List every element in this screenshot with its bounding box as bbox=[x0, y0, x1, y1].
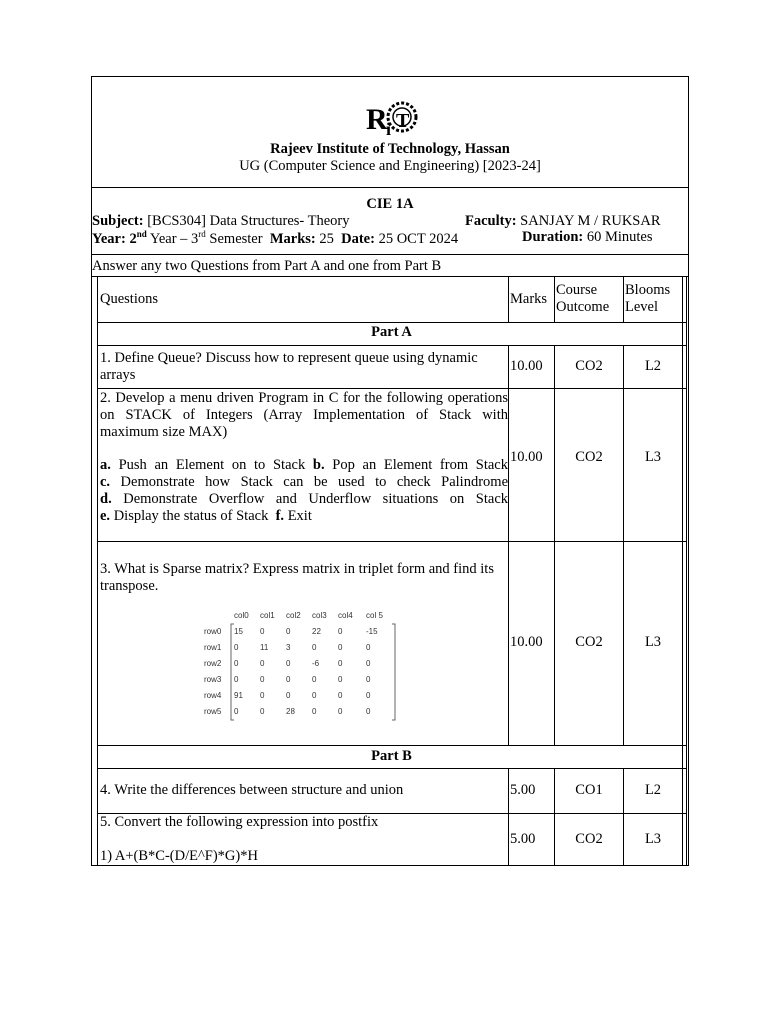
question-2-option-ef bbox=[100, 508, 312, 525]
matrix-cell: -6 bbox=[312, 659, 320, 668]
matrix-cell: 0 bbox=[260, 675, 265, 684]
col-header-marks: Marks bbox=[510, 291, 548, 307]
option-a-key: a. bbox=[100, 457, 111, 473]
matrix-cell: -15 bbox=[366, 627, 378, 636]
question-1-text: 1. Define Queue? Discuss how to represent queue using dynamic arrays bbox=[100, 350, 478, 383]
question-2-option-ab bbox=[100, 457, 508, 474]
matrix-cell: 0 bbox=[234, 659, 239, 668]
divider bbox=[92, 187, 688, 188]
matrix-row-header: row0 bbox=[204, 627, 222, 636]
matrix-cell: 0 bbox=[366, 707, 371, 716]
matrix-row-header: row3 bbox=[204, 675, 222, 684]
col-header-course-outcome bbox=[556, 282, 609, 316]
subject-value: [BCS304] Data Structures- Theory bbox=[147, 213, 350, 229]
option-e-text: Display the status of Stack bbox=[113, 508, 269, 524]
question-2-option-c bbox=[100, 474, 508, 491]
table-row-line bbox=[97, 388, 686, 389]
matrix-cell: 0 bbox=[366, 659, 371, 668]
col-header-co-line2: Outcome bbox=[556, 299, 610, 315]
matrix-cell: 0 bbox=[312, 707, 317, 716]
faculty-line bbox=[465, 213, 661, 230]
table-col-line bbox=[623, 276, 624, 322]
year-line bbox=[92, 229, 458, 248]
matrix-cell: 0 bbox=[260, 691, 265, 700]
option-b-text: Pop an Element from Stack bbox=[332, 457, 508, 473]
matrix-cell: 0 bbox=[366, 691, 371, 700]
matrix-col-header: col2 bbox=[286, 611, 301, 620]
col-header-bl-line1: Blooms bbox=[625, 282, 671, 298]
program-name: UG (Computer Science and Engineering) [2023-24] bbox=[239, 158, 541, 174]
matrix-cell: 0 bbox=[366, 643, 371, 652]
table-border bbox=[97, 276, 98, 866]
semester-suffix: rd bbox=[198, 229, 206, 239]
semester-text: Semester bbox=[209, 230, 263, 247]
matrix-cell: 0 bbox=[234, 707, 239, 716]
table-col-line bbox=[623, 345, 624, 745]
matrix-cell: 0 bbox=[338, 643, 343, 652]
question-1-bl: L2 bbox=[644, 358, 662, 374]
matrix-row-header: row4 bbox=[204, 691, 222, 700]
matrix-cell: 28 bbox=[286, 707, 295, 716]
matrix-cell: 0 bbox=[338, 675, 343, 684]
question-5-text: 5. Convert the following expression into postfix bbox=[100, 814, 379, 830]
matrix-cell: 0 bbox=[312, 643, 317, 652]
matrix-cell: 0 bbox=[260, 627, 265, 636]
duration-line bbox=[522, 229, 653, 246]
exam-title: CIE 1A bbox=[366, 196, 414, 212]
option-d-text: Demonstrate Overflow and Underflow situations on Stack bbox=[123, 491, 508, 507]
institute-name: Rajeev Institute of Technology, Hassan bbox=[270, 141, 510, 157]
matrix-cell: 15 bbox=[234, 627, 243, 636]
matrix-cell: 0 bbox=[260, 707, 265, 716]
table-col-line bbox=[508, 345, 509, 745]
col-header-co-line1: Course bbox=[556, 282, 598, 298]
matrix-cell: 91 bbox=[234, 691, 243, 700]
year-suffix: nd bbox=[136, 229, 147, 239]
question-5-co: CO2 bbox=[575, 831, 603, 847]
duration-label: Duration: bbox=[522, 229, 584, 245]
matrix-col-header: col4 bbox=[338, 611, 353, 620]
matrix-cell: 11 bbox=[260, 643, 269, 652]
question-5-marks: 5.00 bbox=[510, 831, 536, 847]
question-4-marks: 5.00 bbox=[510, 782, 536, 798]
option-e-key: e. bbox=[100, 508, 111, 524]
matrix-cell: 0 bbox=[338, 691, 343, 700]
matrix-cell: 3 bbox=[286, 643, 291, 652]
table-col-line bbox=[554, 345, 555, 745]
question-1-co: CO2 bbox=[575, 358, 603, 374]
question-3-co: CO2 bbox=[575, 634, 603, 650]
year-label: Year: bbox=[92, 230, 126, 247]
matrix-cell: 0 bbox=[286, 659, 291, 668]
divider bbox=[92, 254, 688, 255]
table-border bbox=[686, 276, 687, 866]
table-row-line bbox=[97, 768, 686, 769]
matrix-cell: 0 bbox=[338, 627, 343, 636]
matrix-cell: 0 bbox=[234, 675, 239, 684]
svg-text:T: T bbox=[396, 110, 410, 132]
col-header-bl-line2: Level bbox=[625, 299, 659, 315]
sparse-matrix bbox=[204, 611, 404, 723]
rit-logo-icon bbox=[360, 93, 424, 143]
matrix-col-header: col0 bbox=[234, 611, 249, 620]
question-3-text: 3. What is Sparse matrix? Express matrix in triplet form and find its transpose. bbox=[100, 561, 494, 594]
question-1-marks: 10.00 bbox=[510, 358, 543, 374]
matrix-col-header: col1 bbox=[260, 611, 275, 620]
faculty-label: Faculty: bbox=[465, 213, 517, 229]
table-border bbox=[682, 276, 683, 866]
faculty-value: SANJAY M / RUKSAR bbox=[520, 213, 661, 229]
marks-label: Marks: bbox=[269, 230, 316, 247]
option-c-key: c. bbox=[100, 474, 111, 490]
question-4-co: CO1 bbox=[575, 782, 603, 798]
date-label: Date: bbox=[341, 230, 375, 247]
matrix-cell: 0 bbox=[286, 675, 291, 684]
exam-paper bbox=[91, 76, 689, 866]
svg-text:i: i bbox=[386, 119, 392, 139]
part-a-heading: Part A bbox=[371, 324, 412, 340]
option-d-key: d. bbox=[100, 491, 112, 507]
question-2-marks: 10.00 bbox=[510, 449, 543, 465]
matrix-col-header: col3 bbox=[312, 611, 327, 620]
matrix-cell: 22 bbox=[312, 627, 321, 636]
option-b-key: b. bbox=[312, 457, 325, 473]
option-f-text: Exit bbox=[287, 508, 312, 524]
matrix-cell: 0 bbox=[312, 675, 317, 684]
col-header-blooms-level bbox=[625, 282, 670, 316]
divider bbox=[92, 276, 688, 277]
question-2-option-d bbox=[100, 491, 508, 508]
question-2-bl: L3 bbox=[644, 449, 662, 465]
matrix-cell: 0 bbox=[234, 643, 239, 652]
matrix-row-header: row1 bbox=[204, 643, 222, 652]
part-b-heading: Part B bbox=[371, 748, 412, 764]
question-2-intro: 2. Develop a menu driven Program in C for the following operations on STACK of Integers (Array Implementation of Stack with maximum size MAX) bbox=[100, 390, 508, 440]
col-header-questions: Questions bbox=[100, 291, 158, 307]
institute-logo bbox=[360, 93, 424, 143]
question-4-text: 4. Write the differences between structure and union bbox=[100, 782, 404, 798]
matrix-cell: 0 bbox=[260, 659, 265, 668]
question-2-co: CO2 bbox=[575, 449, 603, 465]
duration-value: 60 Minutes bbox=[586, 229, 653, 245]
year-text: Year – 3 bbox=[149, 230, 199, 247]
subject-line bbox=[92, 213, 349, 230]
option-f-key: f. bbox=[275, 508, 285, 524]
question-3-bl: L3 bbox=[644, 634, 662, 650]
matrix-col-header: col 5 bbox=[366, 611, 383, 620]
question-5-bl: L3 bbox=[644, 831, 662, 847]
matrix-cell: 0 bbox=[286, 691, 291, 700]
date-value: 25 OCT 2024 bbox=[378, 230, 459, 247]
matrix-cell: 0 bbox=[338, 707, 343, 716]
table-row-line bbox=[97, 322, 686, 323]
question-4-bl: L2 bbox=[644, 782, 662, 798]
table-col-line bbox=[554, 276, 555, 322]
matrix-row-header: row2 bbox=[204, 659, 222, 668]
matrix-cell: 0 bbox=[338, 659, 343, 668]
question-3-marks: 10.00 bbox=[510, 634, 543, 650]
marks-value: 25 bbox=[319, 230, 334, 247]
matrix-cell: 0 bbox=[312, 691, 317, 700]
table-col-line bbox=[508, 276, 509, 322]
svg-text:R: R bbox=[366, 103, 388, 136]
table-row-line bbox=[97, 745, 686, 746]
instruction-text: Answer any two Questions from Part A and one from Part B bbox=[92, 258, 442, 274]
subject-label: Subject: bbox=[92, 213, 144, 229]
table-row-line bbox=[97, 345, 686, 346]
option-a-text: Push an Element on to Stack bbox=[118, 457, 306, 473]
matrix-row-header: row5 bbox=[204, 707, 222, 716]
year-number: 2 bbox=[129, 230, 137, 247]
option-c-text: Demonstrate how Stack can be used to check Palindrome bbox=[120, 474, 509, 490]
table-col-line bbox=[508, 768, 509, 866]
table-row-line bbox=[97, 541, 686, 542]
matrix-cell: 0 bbox=[366, 675, 371, 684]
question-5-expression: 1) A+(B*C-(D/E^F)*G)*H bbox=[100, 848, 258, 864]
matrix-cell: 0 bbox=[286, 627, 291, 636]
